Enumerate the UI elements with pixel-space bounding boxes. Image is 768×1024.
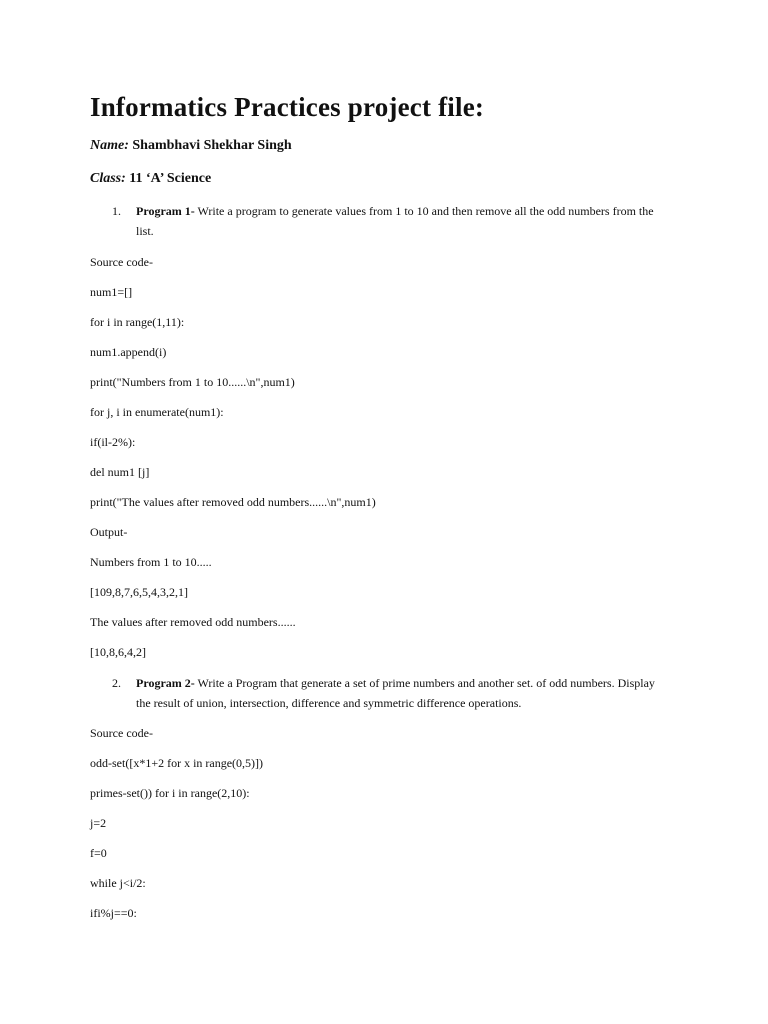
code-line: print("The values after removed odd numbers......\n",num1) xyxy=(90,495,376,509)
class-value: 11 ‘A’ Science xyxy=(129,171,212,186)
output-heading: Output- xyxy=(90,525,128,539)
code-line: ifi%j==0: xyxy=(90,906,137,920)
code-line: for j, i in enumerate(num1): xyxy=(90,405,224,419)
code-line: j=2 xyxy=(90,816,107,830)
output-line: [109,8,7,6,5,4,3,2,1] xyxy=(90,585,188,599)
program-2-item xyxy=(112,673,672,713)
output-line: [10,8,6,4,2] xyxy=(90,645,146,659)
code-line: Source code- xyxy=(90,726,153,740)
student-name xyxy=(90,138,292,154)
code-line: print("Numbers from 1 to 10......\n",num1) xyxy=(90,375,295,389)
code-line: del num1 [j] xyxy=(90,465,150,479)
output-line: Numbers from 1 to 10..... xyxy=(90,555,212,569)
student-class xyxy=(90,171,211,187)
program-2-heading: Program 2- xyxy=(136,676,195,690)
code-line: for i in range(1,11): xyxy=(90,315,185,329)
code-line: if(il-2%): xyxy=(90,435,136,449)
code-line: f=0 xyxy=(90,846,107,860)
code-line: num1.append(i) xyxy=(90,345,167,359)
program-2-text: Write a Program that generate a set of prime numbers and another set. of odd numbers. Display the result of union, intersection, difference and symmetric difference operations. xyxy=(136,676,655,710)
program-1-item xyxy=(112,201,672,241)
output-line: The values after removed odd numbers...... xyxy=(90,615,296,629)
program-1-heading: Program 1- xyxy=(136,204,195,218)
code-line: odd-set([x*1+2 for x in range(0,5)]) xyxy=(90,756,264,770)
name-value: Shambhavi Shekhar Singh xyxy=(132,138,292,153)
page-title: Informatics Practices project file: xyxy=(90,92,485,122)
code-line: Source code- xyxy=(90,255,153,269)
class-label: Class: xyxy=(90,171,126,186)
program-1-text: Write a program to generate values from 1 to 10 and then remove all the odd numbers from the list. xyxy=(136,204,654,238)
program-1-number: 1. xyxy=(112,204,121,218)
code-line: num1=[] xyxy=(90,285,133,299)
code-line: primes-set()) for i in range(2,10): xyxy=(90,786,250,800)
program-2-number: 2. xyxy=(112,676,121,690)
code-line: while j<i/2: xyxy=(90,876,146,890)
name-label: Name: xyxy=(90,138,129,153)
